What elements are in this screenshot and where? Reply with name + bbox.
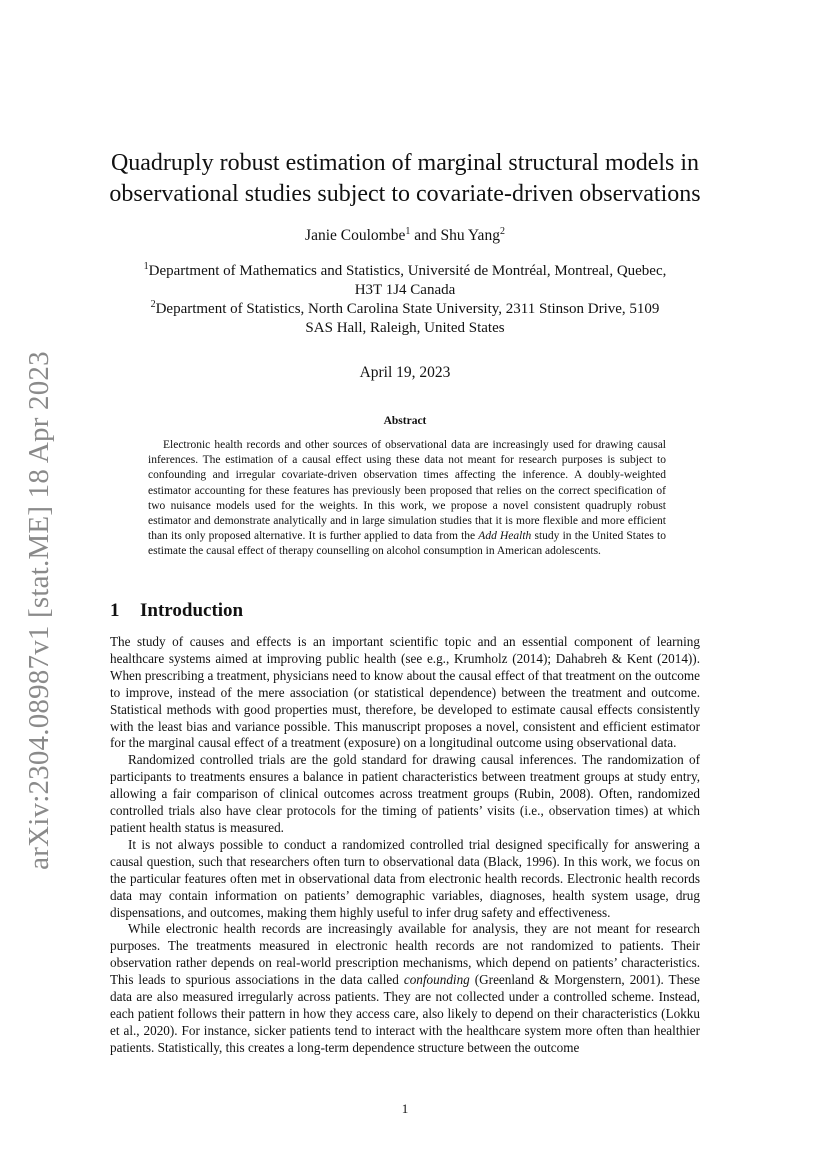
body-paragraph: Randomized controlled trials are the gold standard for drawing causal inferences. The randomization of participants to treatments ensures a balance in patient characteristics between treatment groups at study entry, allowing a fair comparison of clinical outcomes across treatment groups (Rubin, 2008). Often, randomized controlled trials also have clear protocols for the timing of patients’ visits (i.e., observation times) at which patient health status is measured. <box>110 752 700 835</box>
affiliation-line: Department of Mathematics and Statistics, Université de Montréal, Montreal, Quebec, <box>148 263 667 279</box>
abstract-text-part: Electronic health records and other sources of observational data are increasingly used for drawing causal inferences. The estimation of a causal effect using these data not meant for research purposes is subject to confounding and irregular covariate-driven observation times affecting the inference. A doubly-weighted estimator accounting for these features has previously been proposed that relies on the correct specification of two nuisance models used for the weights. In this work, we propose a novel consistent quadruply robust estimator and demonstrate analytically and in large simulation studies that it is more flexible and more efficient than its only proposed alternative. It is further applied to data from the <box>148 439 666 543</box>
body-paragraph: It is not always possible to conduct a randomized controlled trial designed specifically for answering a causal question, such that researchers often turn to observational data (Black, 1996). In this work, we focus on the particular features often met in observational data from electronic health records. Electronic health records data may contain information on patients’ demographic variables, diagnoses, health system usage, drug dispensations, and outcomes, making them highly useful to infer drug safety and effectiveness. <box>110 836 700 920</box>
italic-term: confounding <box>403 972 470 988</box>
paragraph-text-part: (Greenland & Morgenstern, 2001). These data are also measured irregularly across patients. They are not collected under a controlled scheme. Instead, each patient follows their pattern in how they access care, also likely to depend on their characteristics (Lokku et al., 2020). For instance, sicker patients tend to interact with the healthcare system more often than healthier patients. Statistically, this creates a long-term dependence structure between the outcome <box>110 972 700 1055</box>
body-paragraph: The study of causes and effects is an important scientific topic and an essential component of learning healthcare systems aimed at improving public health (see e.g., Krumholz (2014); Dahabreh & Kent (2014)). When prescribing a treatment, physicians need to know about the causal effect of that treatment on the outcome to improve, instead of the mere association (or statistical dependence) between the treatment and outcome. Statistical methods with good properties must, therefore, be developed to estimate causal effects consistently with the least bias and variance possible. This manuscript proposes a novel, consistent and efficient estimator for the marginal causal effect of a treatment (exposure) on a longitudinal outcome using observational data. <box>110 634 700 751</box>
affiliation-line: Department of Statistics, North Carolina State University, 2311 Stinson Drive, 5109 <box>155 301 660 317</box>
paragraph-text-part: While electronic health records are increasingly available for analysis, they are not meant for research purposes. The treatments measured in electronic health records are not randomized to patients. Their observation rather depends on real-world prescription mechanisms, which depend on patients’ characteristics. This leads to spurious associations in the data called <box>110 921 700 988</box>
abstract-study-name: Add Health <box>478 530 532 543</box>
body-paragraph <box>110 921 700 1056</box>
introduction-body <box>110 634 700 1057</box>
affiliation-mark: 1 <box>143 261 149 272</box>
abstract-text-part: study in the United States to estimate the causal effect of therapy counselling on alcohol consumption in American adolescents. <box>148 530 666 558</box>
author-connector: and <box>410 227 441 244</box>
affiliation-line: SAS Hall, Raleigh, United States <box>305 320 505 336</box>
paper-title <box>100 148 710 210</box>
section-title: Introduction <box>140 600 244 621</box>
author-list <box>100 227 710 245</box>
page-number: 1 <box>401 1101 409 1116</box>
arxiv-identifier-text: arXiv:2304.08987v1 [stat.ME] 18 Apr 2023 <box>22 350 55 870</box>
section-heading <box>110 600 243 622</box>
abstract-text <box>148 438 666 560</box>
arxiv-identifier-stamp <box>18 350 60 870</box>
paper-title-line-2: observational studies subject to covariate-driven observations <box>109 181 701 207</box>
affiliation <box>110 262 700 300</box>
affiliation-mark: 1 <box>405 225 411 237</box>
affiliation-line: H3T 1J4 Canada <box>354 282 456 298</box>
section-number: 1 <box>110 600 120 621</box>
affiliation-mark: 2 <box>499 225 505 237</box>
author-name: Shu Yang <box>440 227 500 244</box>
publication-date: April 19, 2023 <box>359 364 451 381</box>
author-name: Janie Coulombe <box>305 227 406 244</box>
affiliation-mark: 2 <box>150 299 156 310</box>
abstract-heading: Abstract <box>383 415 427 427</box>
affiliation <box>110 300 700 338</box>
paper-title-line-1: Quadruply robust estimation of marginal structural models in <box>110 150 700 176</box>
